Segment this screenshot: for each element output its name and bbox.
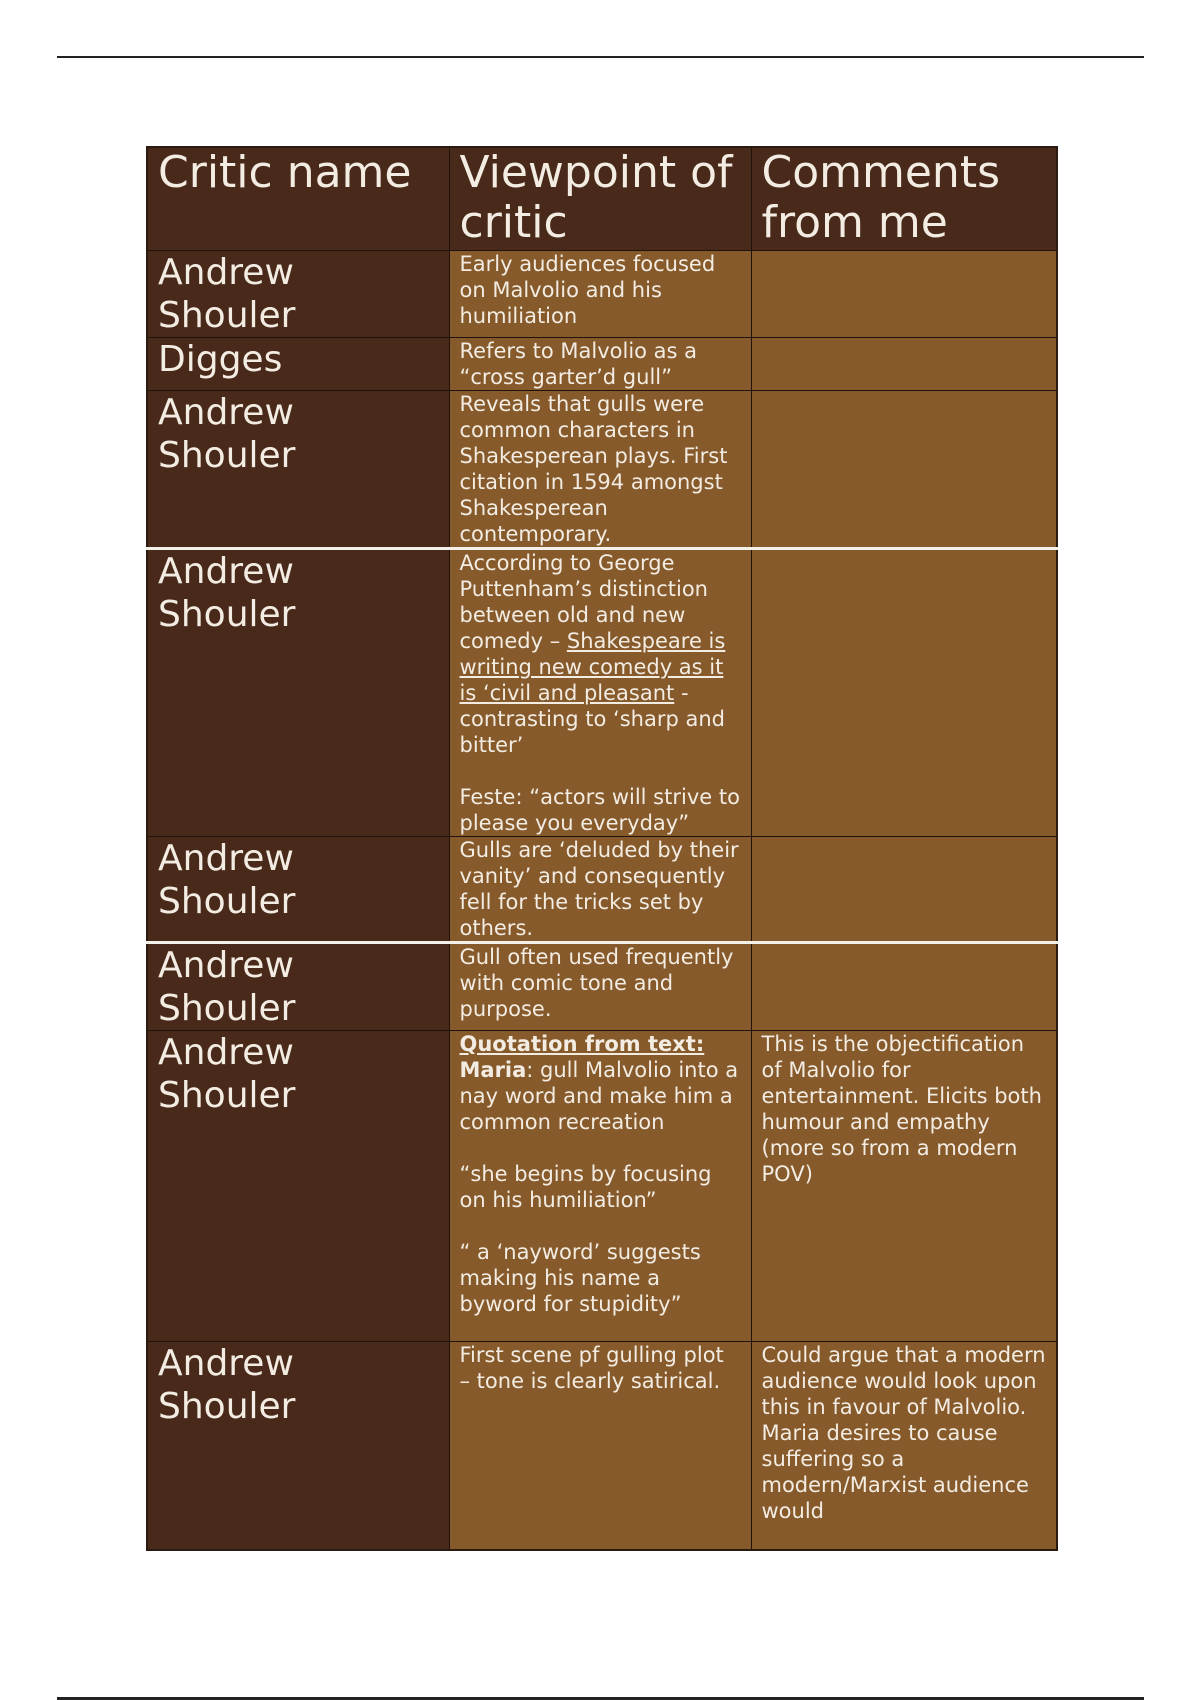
table-row	[147, 549, 1057, 837]
critic-name-cell: Andrew Shouler	[147, 837, 449, 943]
comment-cell	[751, 251, 1057, 338]
viewpoint-intro: According to George Puttenham’s distinction between old and new comedy –	[459, 551, 708, 653]
quoted-line: : gull Malvolio into a nay word and make him a common recreation	[459, 1058, 739, 1134]
viewpoint-quote: “she begins by focusing on his humiliation”	[459, 1162, 712, 1212]
viewpoint-quote: Feste: “actors will strive to please you everyday”	[459, 785, 740, 835]
comment-cell	[751, 549, 1057, 837]
viewpoint-rest: - contrasting to ‘sharp and bitter’	[459, 681, 725, 757]
top-rule	[57, 56, 1144, 58]
viewpoint-cell: Gulls are ‘deluded by their vanity’ and consequently fell for the tricks set by others.	[449, 837, 751, 943]
viewpoint-cell	[449, 1031, 751, 1342]
viewpoint-cell: Refers to Malvolio as a “cross garter’d gull”	[449, 338, 751, 391]
critic-name-cell: Andrew Shouler	[147, 1031, 449, 1342]
viewpoint-cell: Gull often used frequently with comic tone and purpose.	[449, 943, 751, 1031]
critic-name-cell: Andrew Shouler	[147, 391, 449, 549]
column-header-viewpoint: Viewpoint of critic	[449, 147, 751, 251]
critic-name-cell: Andrew Shouler	[147, 549, 449, 837]
viewpoint-cell: First scene pf gulling plot – tone is clearly satirical.	[449, 1342, 751, 1550]
table-row	[147, 837, 1057, 943]
comment-cell	[751, 943, 1057, 1031]
table-row	[147, 1342, 1057, 1550]
speaker-name: Maria	[459, 1058, 527, 1082]
viewpoint-underlined: Shakespeare is writing new comedy as it is ‘civil and pleasant	[459, 629, 726, 705]
viewpoint-paragraph	[460, 1031, 741, 1135]
column-header-comments: Comments from me	[751, 147, 1057, 251]
comment-cell	[751, 391, 1057, 549]
critics-table	[146, 146, 1058, 1551]
quotation-heading: Quotation from text:	[459, 1032, 705, 1056]
comment-cell	[751, 837, 1057, 943]
comment-cell: This is the objectification of Malvolio for entertainment. Elicits both humour and empathy (more so from a modern POV)	[751, 1031, 1057, 1342]
comment-cell: Could argue that a modern audience would look upon this in favour of Malvolio. Maria desires to cause suffering so a modern/Marxist audience would	[751, 1342, 1057, 1550]
comment-cell	[751, 338, 1057, 391]
viewpoint-paragraph	[460, 550, 741, 758]
critic-name-cell: Andrew Shouler	[147, 943, 449, 1031]
viewpoint-cell: Reveals that gulls were common characters in Shakesperean plays. First citation in 1594 amongst Shakesperean contemporary.	[449, 391, 751, 549]
table-row	[147, 338, 1057, 391]
critic-name-cell: Andrew Shouler	[147, 251, 449, 338]
viewpoint-cell: Early audiences focused on Malvolio and his humiliation	[449, 251, 751, 338]
critic-name-cell: Andrew Shouler	[147, 1342, 449, 1550]
table-header-row	[147, 147, 1057, 251]
table-row	[147, 1031, 1057, 1342]
viewpoint-cell	[449, 549, 751, 837]
viewpoint-quote: “ a ‘nayword’ suggests making his name a byword for stupidity”	[459, 1240, 701, 1316]
table-row	[147, 943, 1057, 1031]
table-row	[147, 391, 1057, 549]
table-row	[147, 251, 1057, 338]
column-header-critic-name: Critic name	[147, 147, 449, 251]
critic-name-cell: Digges	[147, 338, 449, 391]
